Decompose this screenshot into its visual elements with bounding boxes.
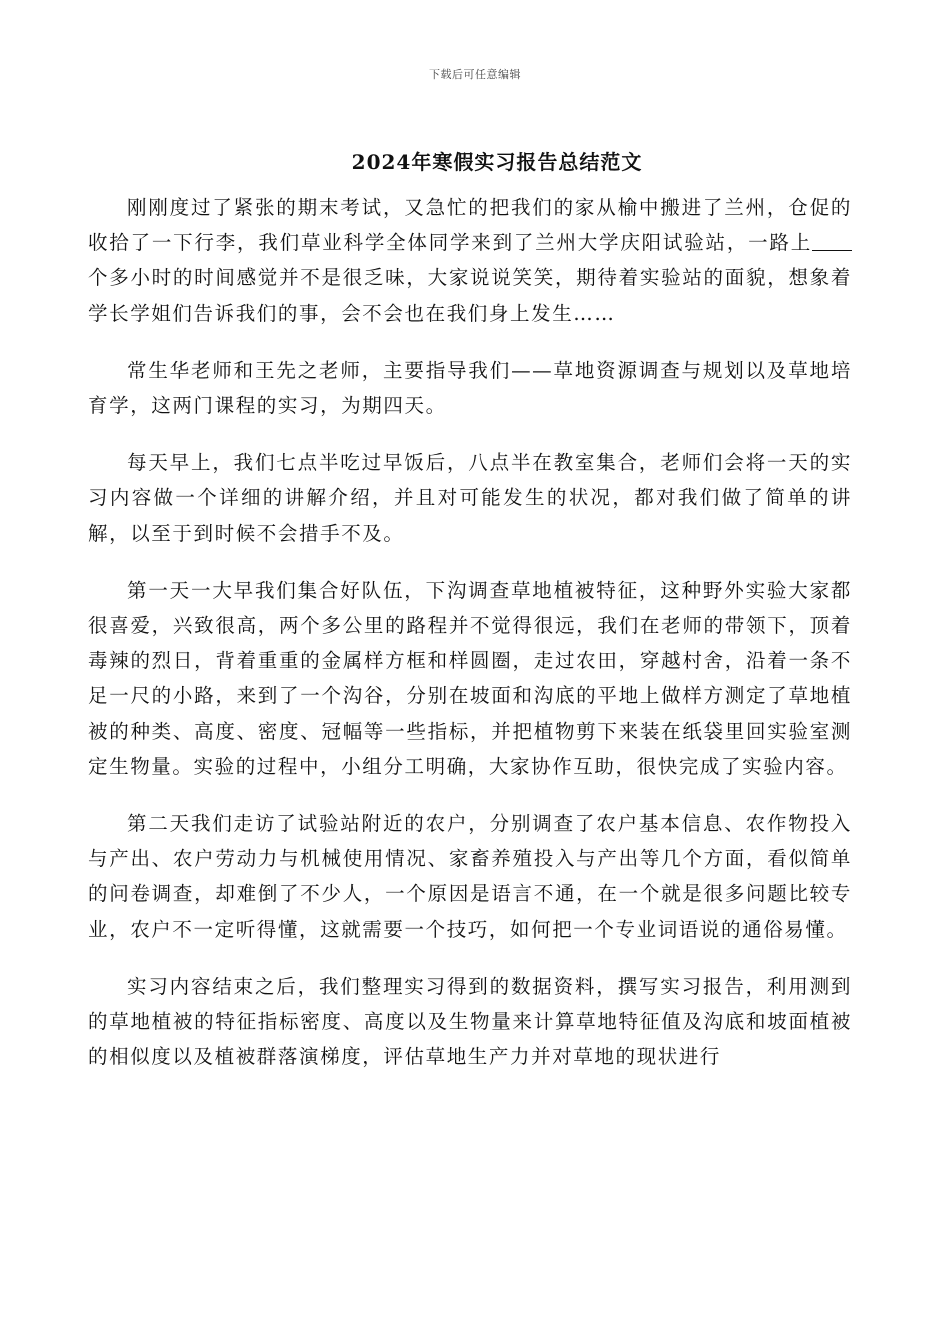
document-title: 2024年寒假实习报告总结范文 — [351, 150, 643, 174]
paragraph-4: 第一天一大早我们集合好队伍，下沟调查草地植被特征，这种野外实验大家都很喜爱，兴致很高，两个多公里的路程并不觉得很远，我们在老师的带领下，顶着毒辣的烈日，背着重重的金属样方框和样圆圈，走过农田，穿越村舍，沿着一条不足一尺的小路，来到了一个沟谷，分别在坡面和沟底的平地上做样方测定了草地植被的种类、高度、密度、冠幅等一些指标，并把植物剪下来装在纸袋里回实验室测定生物量。实验的过程中，小组分工明确，大家协作互助，很快完成了实验内容。 — [88, 578, 852, 778]
paragraph-2: 常生华老师和王先之老师，主要指导我们——草地资源调查与规划以及草地培育学，这两门课程的实习，为期四天。 — [88, 358, 852, 418]
paragraph-1-text-start: 刚刚度过了紧张的期末考试，又急忙的把我们的家从榆中搬进了兰州，仓促的收拾了一下行李，我们草业科学全体同学来到了兰州大学庆阳试验站，一路上 — [88, 196, 852, 255]
paragraph-5: 第二天我们走访了试验站附近的农户，分别调查了农户基本信息、农作物投入与产出、农户劳动力与机械使用情况、家畜养殖投入与产出等几个方面，看似简单的问卷调查，却难倒了不少人，一个原因是语言不通，在一个就是很多问题比较专业，农户不一定听得懂，这就需要一个技巧，如何把一个专业词语说的通俗易懂。 — [88, 812, 852, 941]
header-note: 下载后可任意编辑 — [429, 68, 521, 81]
paragraph-6: 实习内容结束之后，我们整理实习得到的数据资料，撰写实习报告，利用测到的草地植被的特征指标密度、高度以及生物量来计算草地特征值及沟底和坡面植被的相似度以及植被群落演梯度，评估草地生产力并对草地的现状进行 — [88, 974, 852, 1069]
paragraph-3: 每天早上，我们七点半吃过早饭后，八点半在教室集合，老师们会将一天的实习内容做一个详细的讲解介绍，并且对可能发生的状况，都对我们做了简单的讲解，以至于到时候不会措手不及。 — [88, 451, 852, 545]
paragraph-1 — [88, 190, 852, 331]
fill-in-blank — [812, 230, 852, 251]
paragraph-1-text-end: 个多小时的时间感觉并不是很乏味，大家说说笑笑，期待着实验站的面貌，想象着学长学姐们告诉我们的事，会不会也在我们身上发生…… — [88, 266, 852, 325]
document-body — [88, 190, 852, 1096]
